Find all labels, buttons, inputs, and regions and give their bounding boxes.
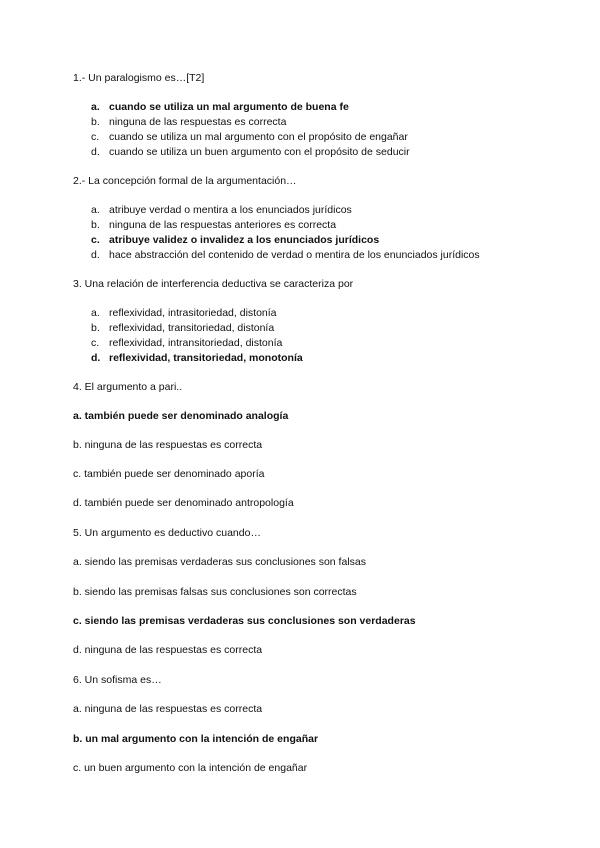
question-5: 5. Un argumento es deductivo cuando… <box>73 527 261 539</box>
q2-option-c-letter: c. <box>91 234 100 246</box>
q5-option-a: a. siendo las premisas verdaderas sus conclusiones son falsas <box>73 556 366 568</box>
q1-option-d-letter: d. <box>91 146 100 158</box>
question-1: 1.- Un paralogismo es…[T2] <box>73 72 205 84</box>
q4-option-a: a. también puede ser denominado analogía <box>73 410 289 422</box>
q2-option-d-text: hace abstracción del contenido de verdad o mentira de los enunciados jurídicos <box>109 249 480 261</box>
q5-option-c: c. siendo las premisas verdaderas sus conclusiones son verdaderas <box>73 615 416 627</box>
q3-option-b-letter: b. <box>91 322 100 334</box>
q3-option-c-text: reflexividad, intransitoriedad, distonía <box>109 337 283 349</box>
q1-option-a-letter: a. <box>91 101 100 113</box>
q6-option-a: a. ninguna de las respuestas es correcta <box>73 703 263 715</box>
q2-option-a-letter: a. <box>91 204 100 216</box>
q3-option-a-text: reflexividad, intrasitoriedad, distonía <box>109 307 277 319</box>
q3-option-b-text: reflexividad, transitoriedad, distonía <box>109 322 275 334</box>
q3-option-d-text: reflexividad, transitoriedad, monotonía <box>109 352 303 364</box>
q2-option-a-text: atribuye verdad o mentira a los enunciados jurídicos <box>109 204 352 216</box>
question-3: 3. Una relación de interferencia deductiva se caracteriza por <box>73 278 354 290</box>
q2-option-b-letter: b. <box>91 219 100 231</box>
q6-option-c: c. un buen argumento con la intención de engañar <box>73 762 308 774</box>
q5-option-b: b. siendo las premisas falsas sus conclusiones son correctas <box>73 586 357 598</box>
question-4: 4. El argumento a pari.. <box>73 381 183 393</box>
q2-option-b-text: ninguna de las respuestas anteriores es correcta <box>109 219 337 231</box>
q3-option-d-letter: d. <box>91 352 101 364</box>
q4-option-d: d. también puede ser denominado antropología <box>73 497 294 509</box>
q1-option-c-text: cuando se utiliza un mal argumento con el propósito de engañar <box>109 131 408 143</box>
q1-option-a-text: cuando se utiliza un mal argumento de buena fe <box>109 101 349 113</box>
q6-option-b: b. un mal argumento con la intención de engañar <box>73 733 319 745</box>
q3-option-a-letter: a. <box>91 307 100 319</box>
q5-option-d: d. ninguna de las respuestas es correcta <box>73 644 263 656</box>
q3-option-c-letter: c. <box>91 337 100 349</box>
q1-option-c-letter: c. <box>91 131 100 143</box>
question-6: 6. Un sofisma es… <box>73 674 162 686</box>
q1-option-d-text: cuando se utiliza un buen argumento con el propósito de seducir <box>109 146 410 158</box>
q4-option-b: b. ninguna de las respuestas es correcta <box>73 439 263 451</box>
q4-option-c: c. también puede ser denominado aporía <box>73 468 265 480</box>
q2-option-c-text: atribuye validez o invalidez a los enunciados jurídicos <box>109 234 380 246</box>
q1-option-b-text: ninguna de las respuestas es correcta <box>109 116 287 128</box>
q1-option-b-letter: b. <box>91 116 100 128</box>
question-2: 2.- La concepción formal de la argumentación… <box>73 175 297 187</box>
q2-option-d-letter: d. <box>91 249 100 261</box>
